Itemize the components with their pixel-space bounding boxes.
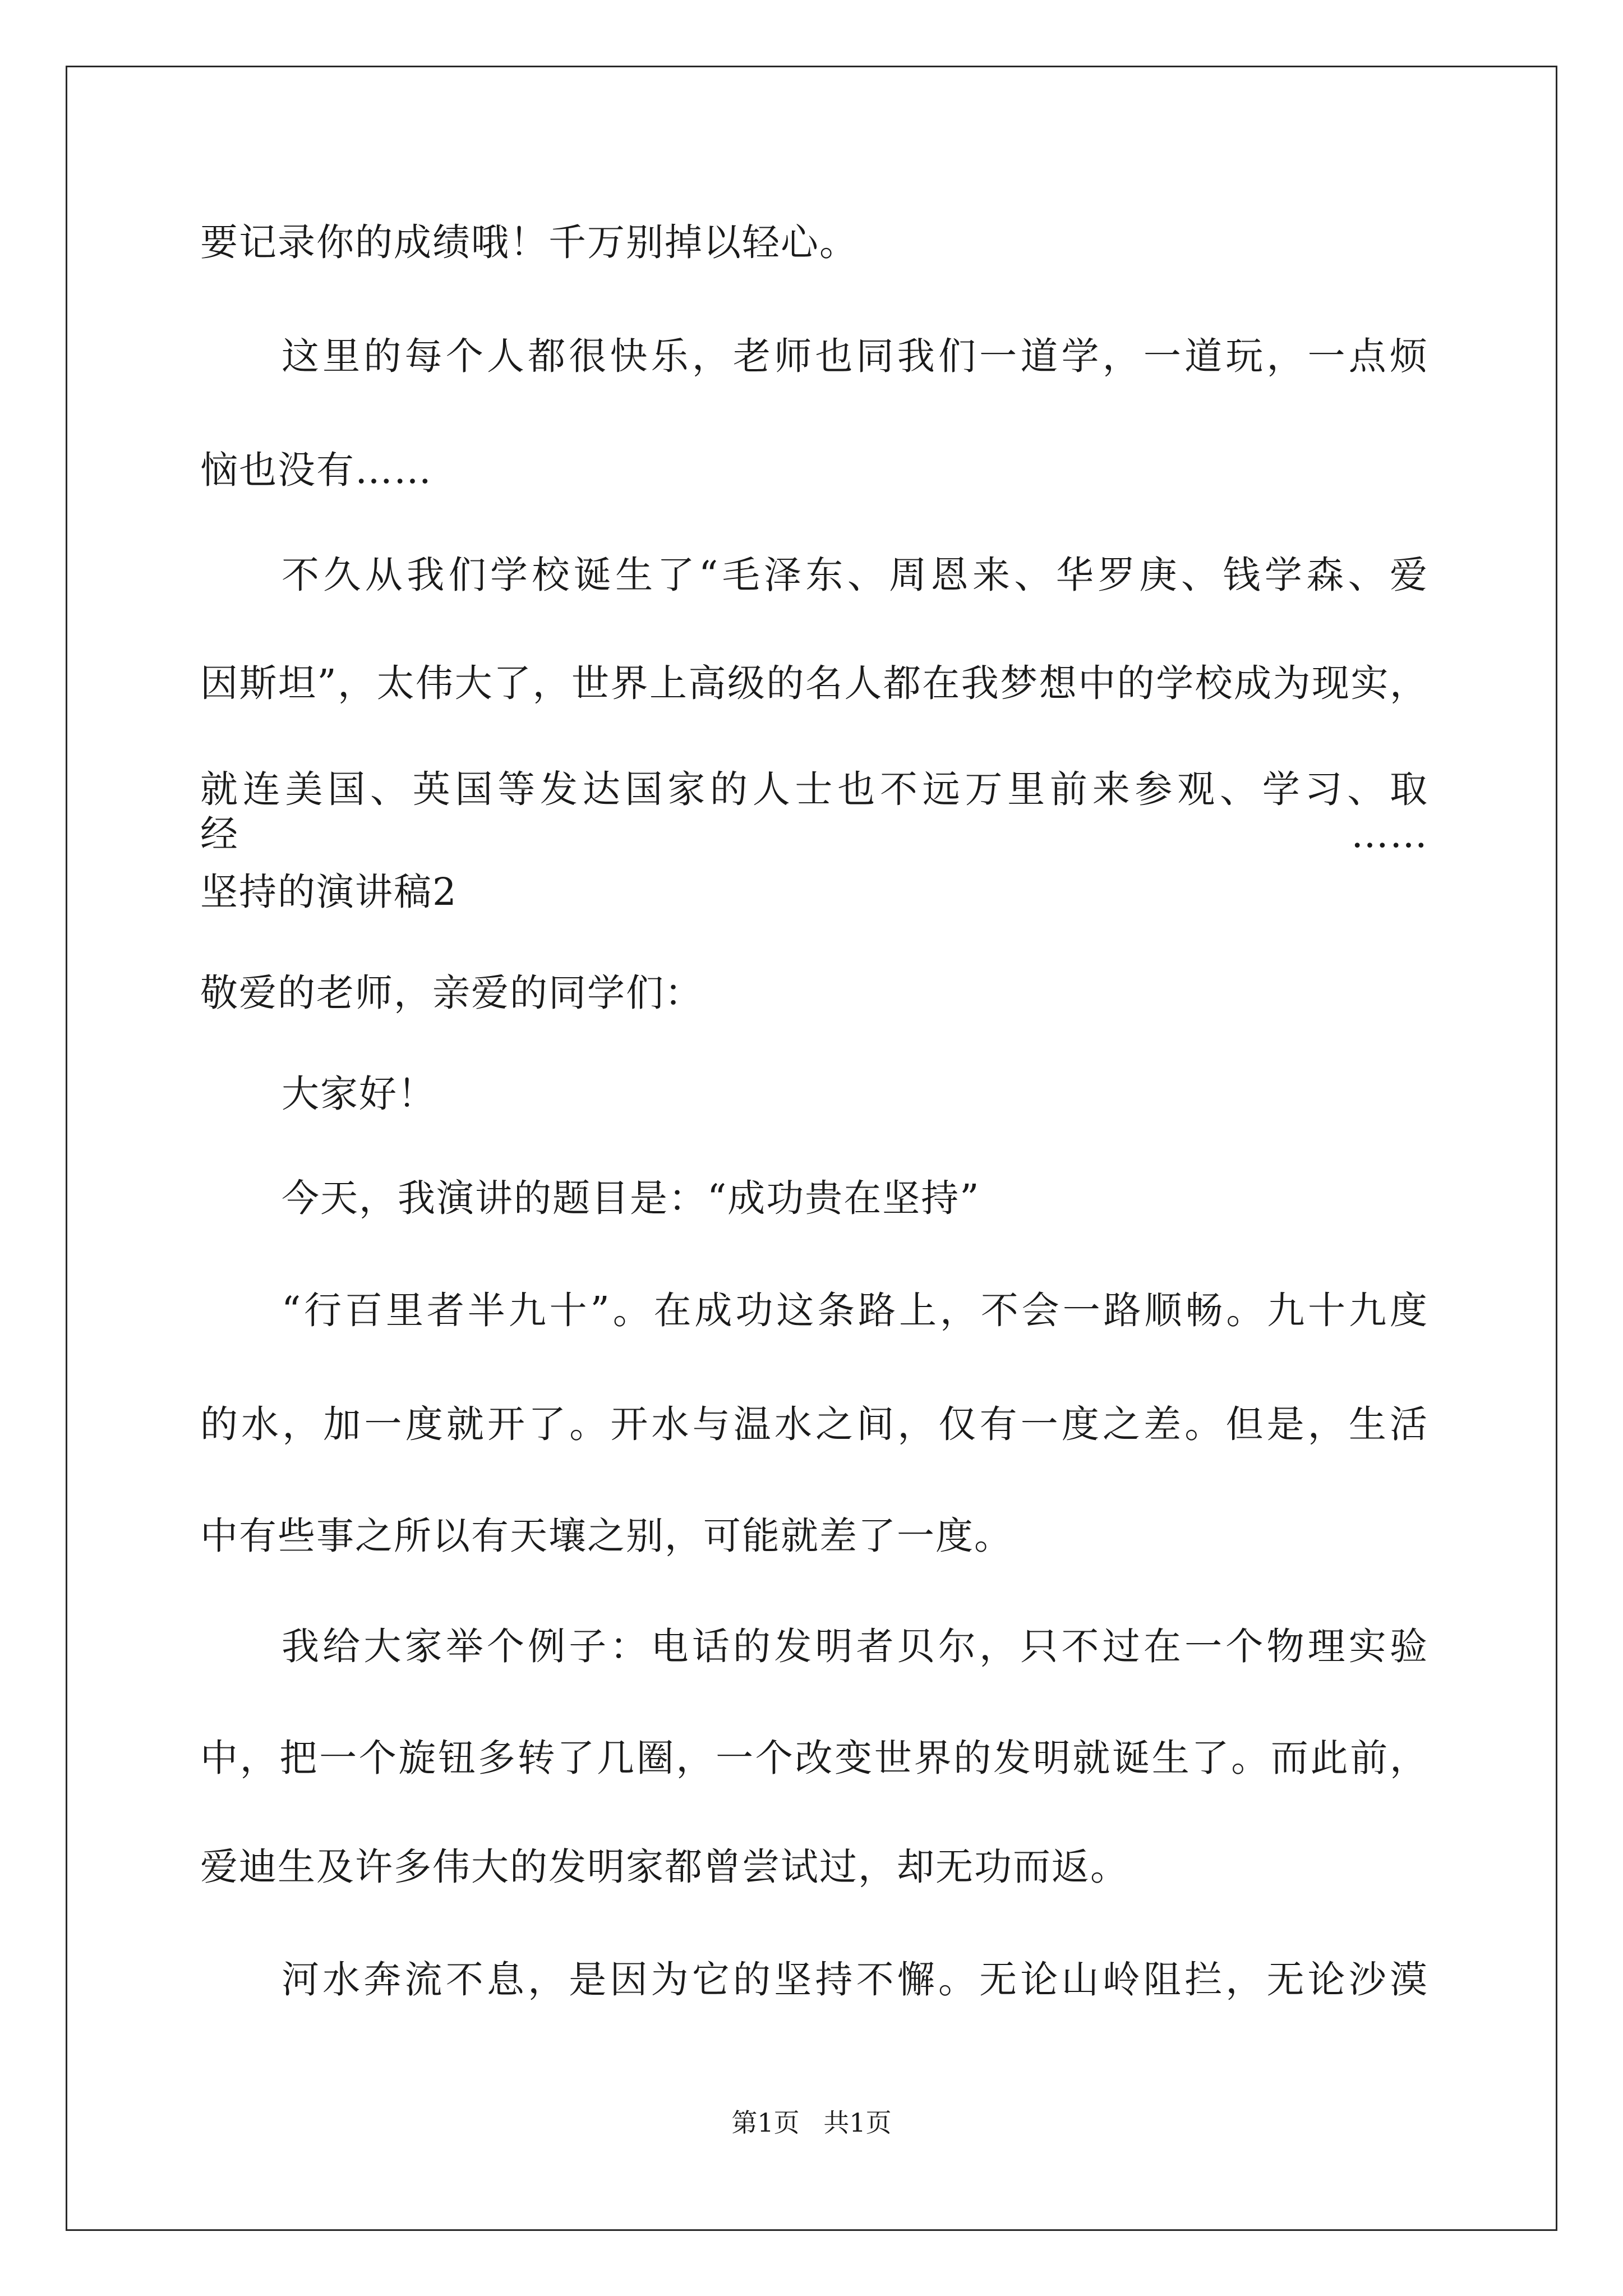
- page-footer: [0, 2107, 1623, 2138]
- text-line: 爱迪生及许多伟大的发明家都曾尝试过，却无功而返。: [200, 1845, 1129, 1889]
- text-line: 恼也没有……: [200, 448, 432, 492]
- text-line: 今天，我演讲的题目是：“成功贵在坚持”: [282, 1176, 980, 1220]
- section-heading: 坚持的演讲稿2: [200, 870, 458, 914]
- page-number-current: 第1页: [731, 2108, 800, 2138]
- text-line: 河水奔流不息，是因为它的坚持不懈。无论山岭阻拦，无论沙漠: [282, 1958, 1428, 2001]
- text-line: 中有些事之所以有天壤之别，可能就差了一度。: [200, 1514, 1013, 1558]
- text-line: 我给大家举个例子：电话的发明者贝尔，只不过在一个物理实验: [282, 1625, 1428, 1668]
- text-line: 要记录你的成绩哦！千万别掉以轻心。: [200, 220, 858, 264]
- text-line: 因斯坦”，太伟大了，世界上高级的名人都在我梦想中的学校成为现实，: [200, 661, 1428, 705]
- text-line: “行百里者半九十”。在成功这条路上，不会一路顺畅。九十九度: [282, 1289, 1428, 1332]
- page-number-total: 共1页: [823, 2108, 892, 2138]
- text-line: 的水，加一度就开了。开水与温水之间，仅有一度之差。但是，生活: [200, 1402, 1428, 1446]
- text-line: 不久从我们学校诞生了“毛泽东、周恩来、华罗庚、钱学森、爱: [282, 553, 1428, 597]
- text-line: 中，把一个旋钮多转了几圈，一个改变世界的发明就诞生了。而此前，: [200, 1736, 1428, 1780]
- salutation: 敬爱的老师，亲爱的同学们：: [200, 971, 703, 1015]
- text-line: 这里的每个人都很快乐，老师也同我们一道学，一道玩，一点烦: [282, 334, 1428, 378]
- page-border: [66, 66, 1557, 2231]
- greeting: 大家好！: [282, 1072, 436, 1116]
- text-line: 就连美国、英国等发达国家的人士也不远万里前来参观、学习、取经……: [200, 767, 1428, 856]
